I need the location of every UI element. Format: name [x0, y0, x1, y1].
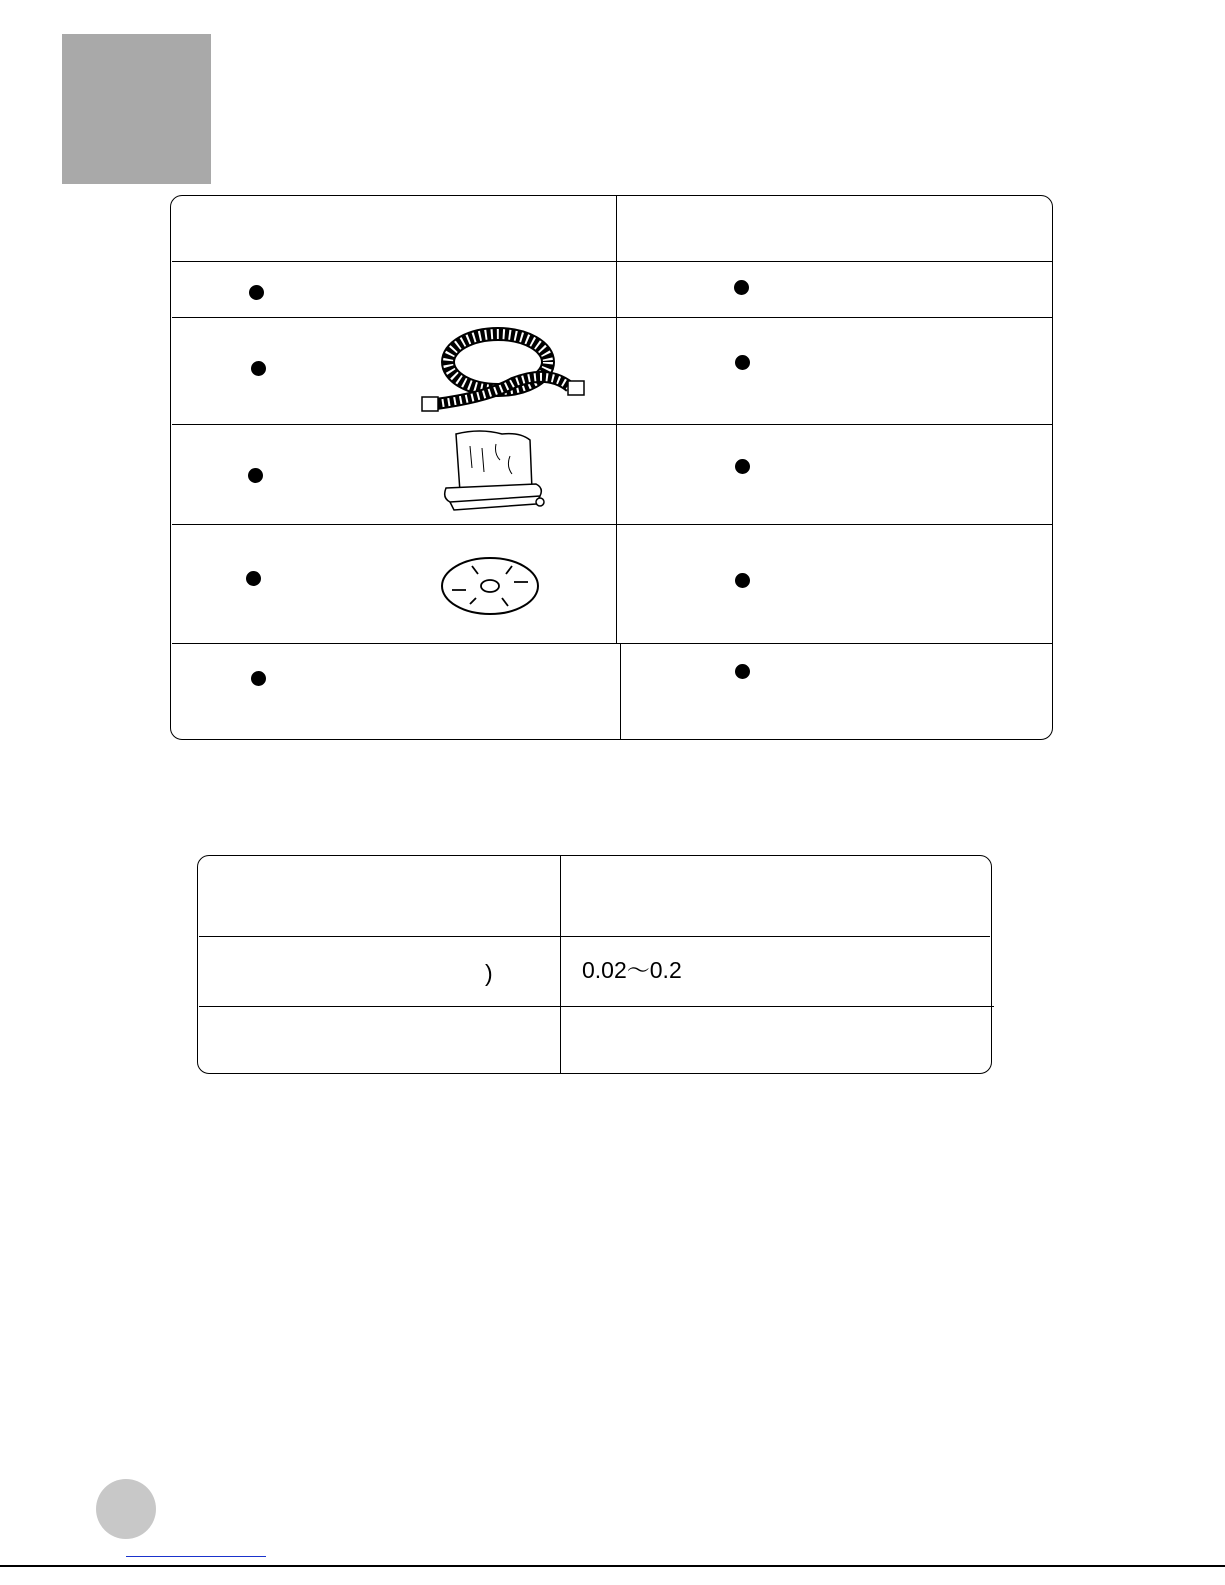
- accessories-column-divider: [616, 195, 617, 643]
- footer-link-underline[interactable]: [126, 1556, 266, 1557]
- bullet-icon: [735, 355, 750, 370]
- spec-header-rule: [199, 936, 990, 937]
- bullet-icon: [735, 664, 750, 679]
- accessories-column-divider-lower: [620, 643, 621, 740]
- accessories-table: [170, 195, 1053, 740]
- bullet-icon: [248, 468, 263, 483]
- spec-row-rule: [199, 1006, 994, 1007]
- bottom-rule: [0, 1565, 1225, 1567]
- bullet-icon: [251, 671, 266, 686]
- accessories-row-rule: [172, 524, 1052, 525]
- chapter-block: [62, 34, 211, 184]
- accessories-header-rule: [172, 261, 1052, 262]
- bullet-icon: [249, 285, 264, 300]
- accessories-row-rule: [172, 643, 1052, 644]
- hose-icon: [418, 325, 588, 417]
- bullet-icon: [734, 280, 749, 295]
- page-number-badge: [96, 1479, 156, 1539]
- filter-bag-icon: [440, 428, 550, 518]
- spec-row-value: 0.02～0.2: [582, 957, 682, 983]
- bullet-icon: [735, 573, 750, 588]
- bullet-icon: [246, 571, 261, 586]
- accessories-row-rule: [172, 317, 1052, 318]
- spec-column-divider: [560, 855, 561, 1074]
- accessories-row-rule: [172, 424, 1052, 425]
- spec-row-label: ): [485, 960, 493, 986]
- bullet-icon: [251, 361, 266, 376]
- cd-disc-icon: [440, 556, 540, 616]
- bullet-icon: [735, 459, 750, 474]
